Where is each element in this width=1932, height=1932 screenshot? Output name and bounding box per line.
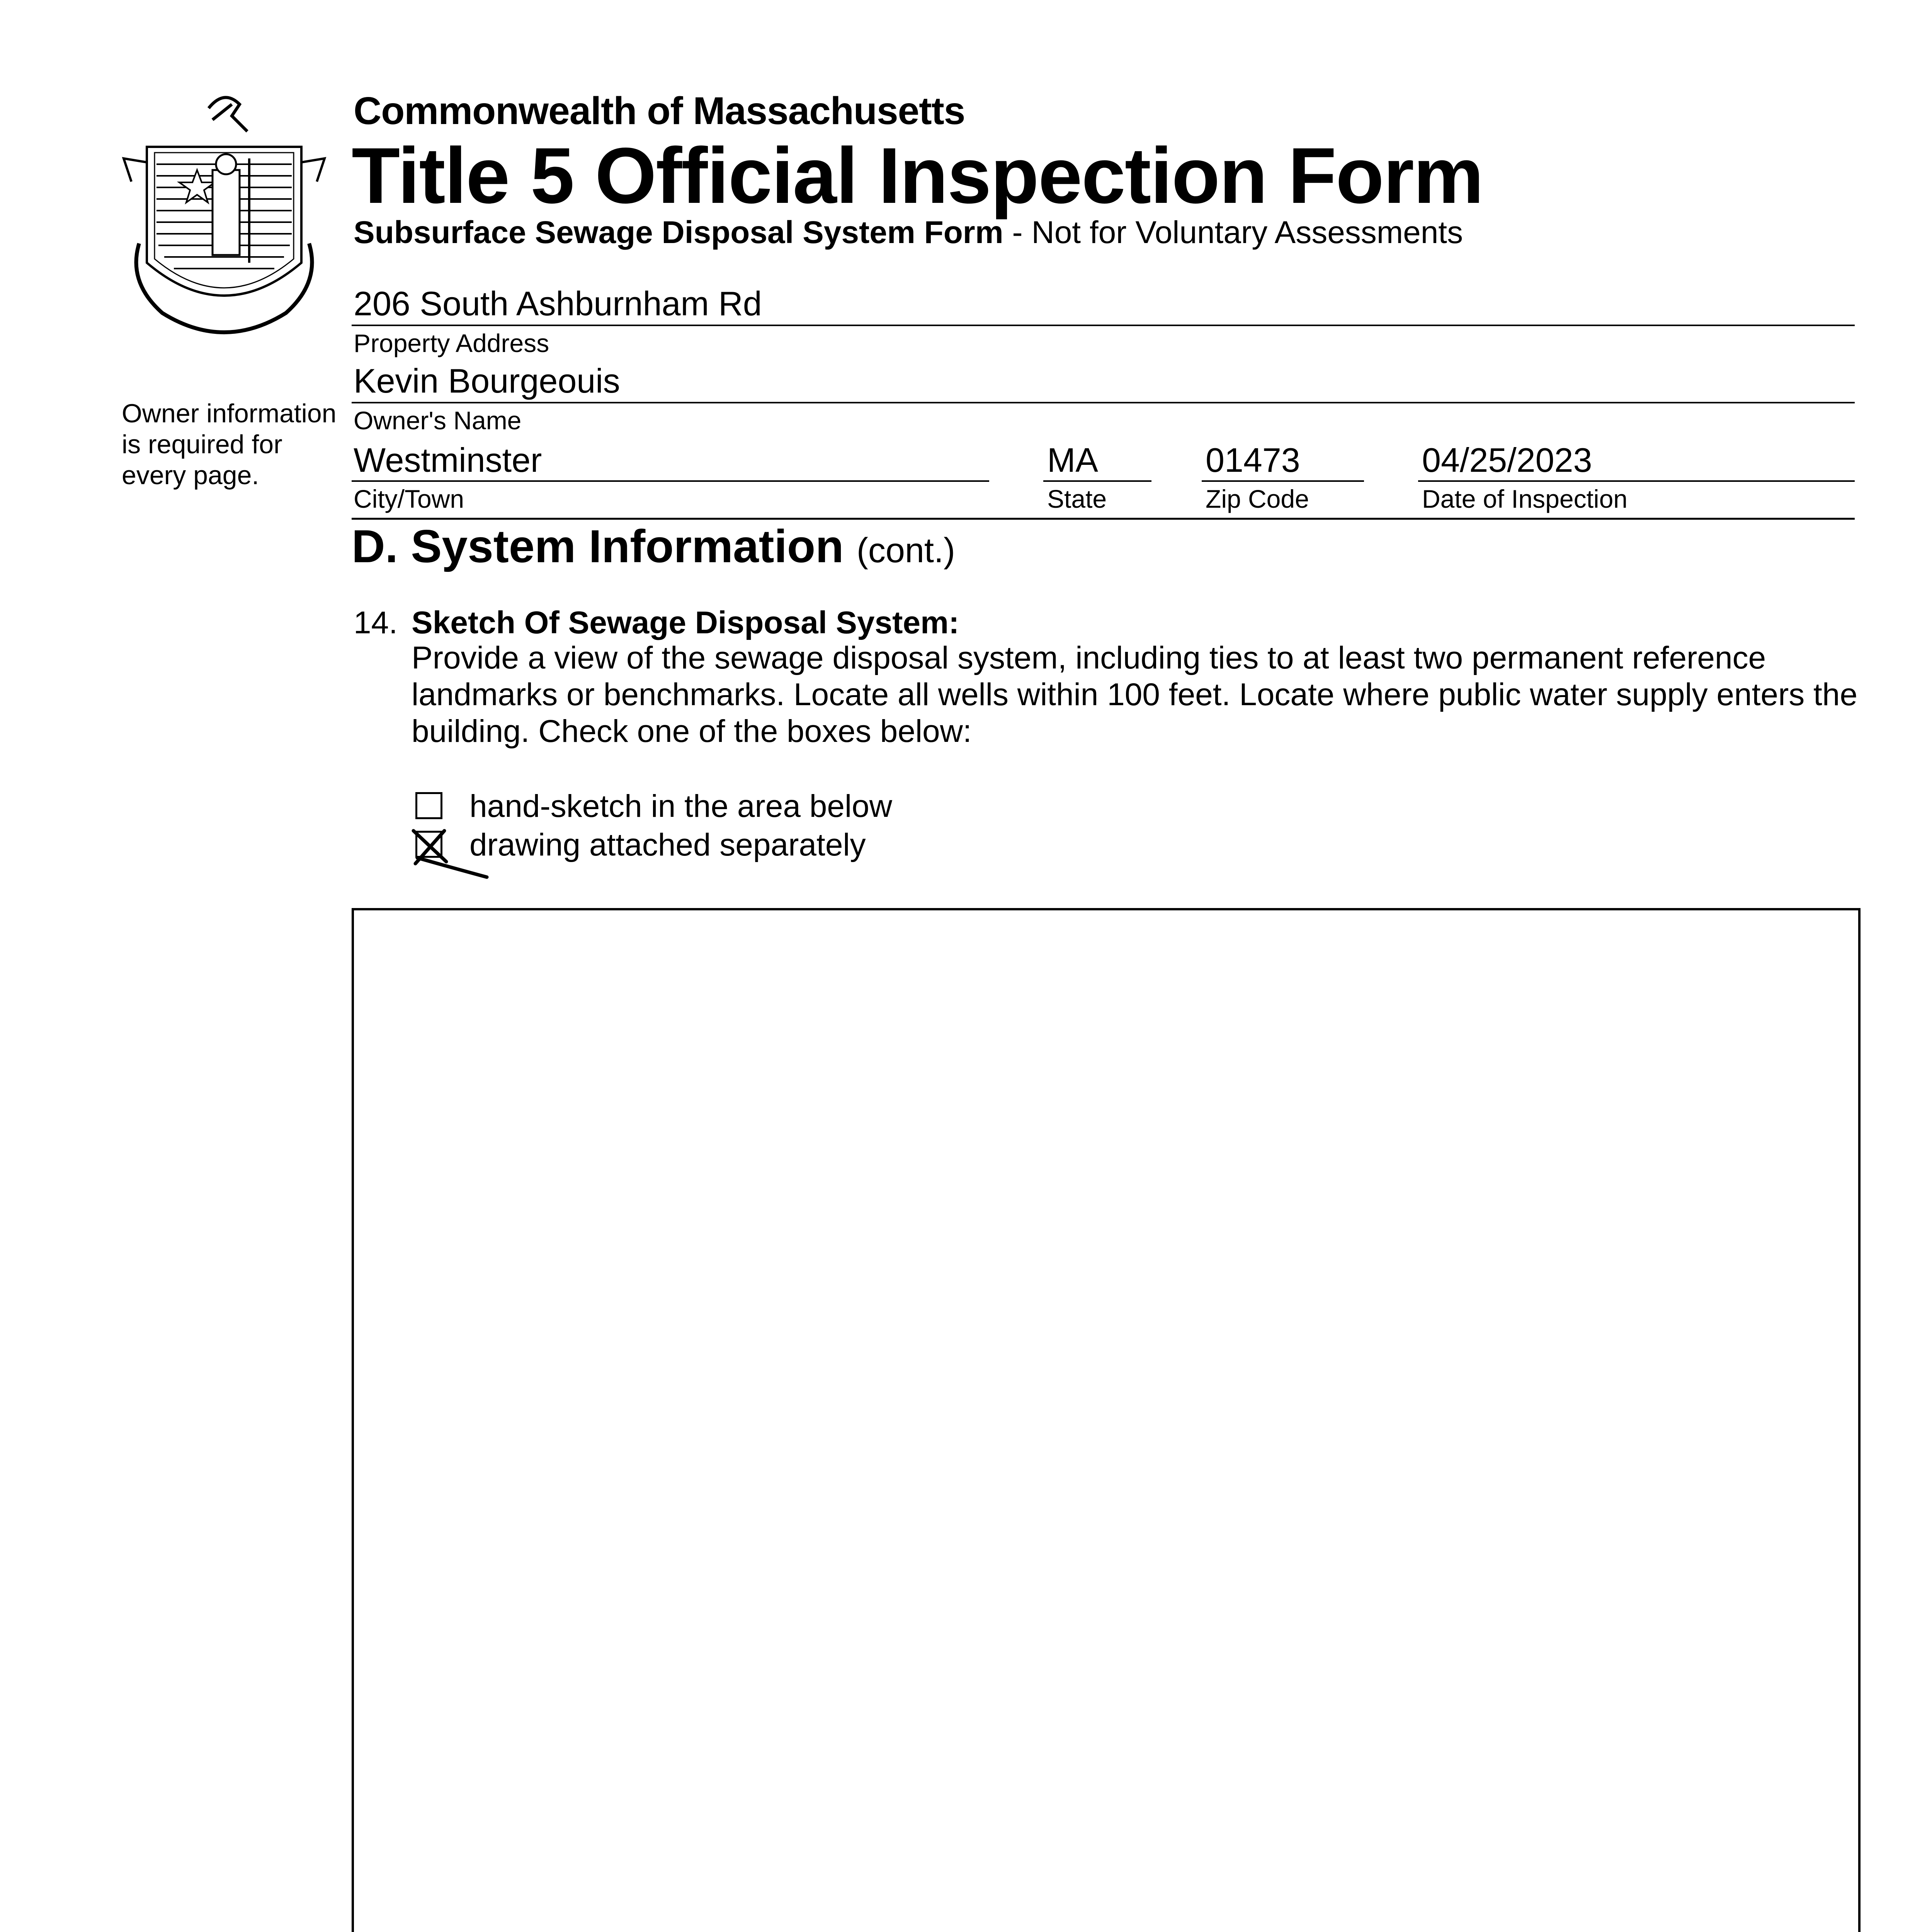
section-heading [352,520,955,573]
sketch-area[interactable] [352,908,1861,1932]
question-number: 14. [354,605,398,640]
city-label: City/Town [354,485,464,513]
hand-sketch-checkbox[interactable] [415,792,442,819]
organization-name: Commonwealth of Massachusetts [354,89,965,133]
property-address-label: Property Address [354,329,549,357]
form-subtitle-rest: - Not for Voluntary Assessments [1003,215,1463,250]
inspection-date-label: Date of Inspection [1422,485,1628,513]
zip-label: Zip Code [1206,485,1309,513]
question-instructions: Provide a view of the sewage disposal system, including ties to at least two permanent reference landmarks or benchmarks. Locate all wells within 100 feet. Locate where public water supply enters the building. Check one of the boxes below: [412,640,1858,749]
question-title: Sketch Of Sewage Disposal System: [412,605,959,640]
city-value[interactable]: Westminster [354,441,542,479]
property-address-value[interactable]: 206 South Ashburnham Rd [354,284,762,323]
owner-name-label: Owner's Name [354,406,522,435]
city-rule [352,480,989,482]
inspection-date-value[interactable]: 04/25/2023 [1422,441,1592,479]
zip-value[interactable]: 01473 [1206,441,1300,479]
property-address-rule [352,325,1855,326]
section-suffix: (cont.) [856,531,955,570]
form-subtitle [354,214,1463,251]
owner-name-rule [352,402,1855,403]
drawing-attached-label: drawing attached separately [469,827,866,862]
section-title: D. System Information [352,520,844,572]
state-value[interactable]: MA [1047,441,1098,479]
form-subtitle-bold: Subsurface Sewage Disposal System Form [354,215,1003,250]
zip-rule [1202,480,1364,482]
owner-name-value[interactable]: Kevin Bourgeouis [354,362,620,400]
inspection-date-rule [1418,480,1855,482]
owner-info-note: Owner information is required for every page. [122,399,337,490]
hand-sketch-label: hand-sketch in the area below [469,789,893,824]
state-rule [1043,480,1151,482]
state-label: State [1047,485,1107,513]
form-title: Title 5 Official Inspection Form [352,131,1483,220]
massachusetts-seal [116,81,332,344]
